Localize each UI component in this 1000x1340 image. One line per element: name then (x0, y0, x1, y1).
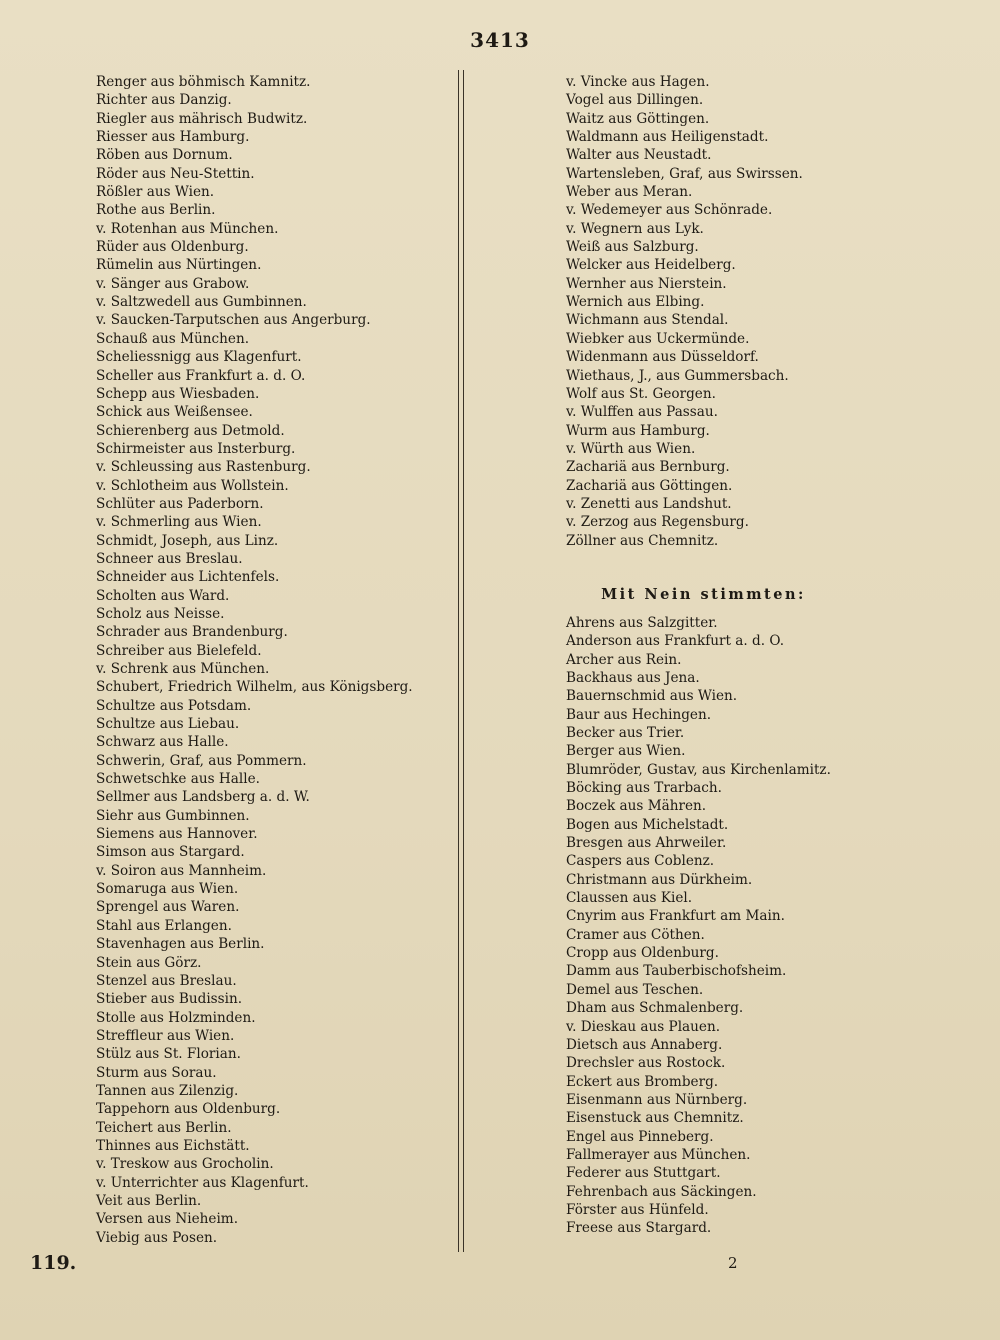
vote-entry: Stülz aus St. Florian. (96, 1046, 241, 1063)
vote-entry: Caspers aus Coblenz. (566, 853, 715, 870)
vote-entry: v. Treskow aus Grocholin. (96, 1156, 274, 1173)
right-column (566, 73, 986, 1238)
vote-entry: Wartensleben, Graf, aus Swirssen. (566, 165, 803, 182)
vote-entry: Schneider aus Lichtenfels. (96, 569, 280, 586)
vote-entry: v. Vincke aus Hagen. (566, 74, 710, 90)
vote-entry: v. Schrenk aus München. (96, 661, 270, 677)
vote-entry: Stolle aus Holzminden. (96, 1009, 256, 1026)
vote-entry: v. Saltzwedell aus Gumbinnen. (96, 294, 307, 311)
vote-entry: Schreiber aus Bielefeld. (96, 642, 262, 659)
vote-entry: Anderson aus Frankfurt a. d. O. (566, 633, 785, 650)
vote-entry: Wichmann aus Stendal. (566, 312, 729, 329)
vote-entry: Backhaus aus Jena. (566, 669, 700, 686)
vote-entry: Demel aus Teschen. (566, 981, 704, 998)
vote-entry: Wiethaus, J., aus Gummersbach. (566, 367, 789, 384)
vote-entry: Walter aus Neustadt. (566, 147, 712, 164)
vote-entry: Teichert aus Berlin. (96, 1119, 232, 1136)
vote-entry: Widenmann aus Düsseldorf. (566, 349, 759, 366)
vote-entry: Schmidt, Joseph, aus Linz. (96, 532, 279, 549)
vote-entry: Berger aus Wien. (566, 743, 686, 760)
vote-entry: Tannen aus Zilenzig. (96, 1082, 239, 1099)
vote-entry: Bogen aus Michelstadt. (566, 816, 729, 833)
vote-entry: Scheliessnigg aus Klagenfurt. (96, 349, 302, 366)
vote-entry: Sprengel aus Waren. (96, 899, 240, 916)
yes-votes-continued (566, 73, 986, 550)
vote-entry: Wolf aus St. Georgen. (566, 385, 716, 402)
section-heading-nein: Mit Nein stimmten: (601, 585, 806, 603)
vote-entry: Bauernschmid aus Wien. (566, 688, 738, 705)
vote-entry: v. Soiron aus Mannheim. (96, 862, 267, 879)
vote-entry: Schultze aus Potsdam. (96, 697, 252, 714)
vote-entry: Schubert, Friedrich Wilhelm, aus Königsberg. (96, 679, 413, 696)
vote-entry: Rüder aus Oldenburg. (96, 239, 249, 256)
vote-entry: Böcking aus Trarbach. (566, 780, 722, 797)
vote-entry: Schepp aus Wiesbaden. (96, 385, 260, 402)
vote-entry: Rothe aus Berlin. (96, 202, 216, 219)
vote-entry: v. Schlotheim aus Wollstein. (96, 477, 289, 494)
vote-entry: Boczek aus Mähren. (566, 798, 707, 815)
vote-entry: Drechsler aus Rostock. (566, 1055, 726, 1072)
vote-entry: Schick aus Weißensee. (96, 404, 253, 421)
page-number: 3413 (470, 28, 530, 52)
left-column (96, 73, 451, 1247)
vote-entry: v. Unterrichter aus Klagenfurt. (96, 1174, 309, 1191)
vote-entry: v. Schleussing aus Rastenburg. (96, 459, 311, 476)
column-divider (458, 70, 464, 1252)
vote-entry: v. Wedemeyer aus Schönrade. (566, 202, 773, 219)
vote-entry: Baur aus Hechingen. (566, 706, 712, 723)
vote-entry: Schierenberg aus Detmold. (96, 422, 285, 439)
vote-entry: Zachariä aus Göttingen. (566, 477, 733, 494)
vote-entry: v. Saucken-Tarputschen aus Angerburg. (96, 312, 371, 329)
vote-entry: v. Zenetti aus Landshut. (566, 495, 732, 512)
vote-entry: Christmann aus Dürkheim. (566, 871, 753, 888)
vote-entry: Streffleur aus Wien. (96, 1027, 235, 1044)
vote-entry: Eckert aus Bromberg. (566, 1073, 719, 1090)
vote-entry: Richter aus Danzig. (96, 92, 232, 109)
vote-entry: Weber aus Meran. (566, 184, 693, 201)
vote-entry: Scholten aus Ward. (96, 587, 230, 604)
vote-entry: Simson aus Stargard. (96, 844, 245, 861)
vote-entry: Wernich aus Elbing. (566, 294, 705, 311)
vote-entry: Stenzel aus Breslau. (96, 972, 237, 989)
vote-entry: Rößler aus Wien. (96, 184, 215, 201)
vote-entry: Wernher aus Nierstein. (566, 275, 727, 292)
vote-entry: Schirmeister aus Insterburg. (96, 440, 296, 457)
vote-entry: Schneer aus Breslau. (96, 550, 243, 567)
vote-entry: v. Sänger aus Grabow. (96, 275, 250, 292)
no-votes-list (566, 614, 986, 1238)
vote-entry: Rümelin aus Nürtingen. (96, 257, 262, 274)
vote-entry: v. Wulffen aus Passau. (566, 404, 718, 421)
vote-entry: Ahrens aus Salzgitter. (566, 614, 718, 631)
vote-entry: Schwetschke aus Halle. (96, 771, 260, 788)
vote-entry: Wurm aus Hamburg. (566, 422, 710, 439)
vote-entry: Fehrenbach aus Säckingen. (566, 1183, 757, 1200)
vote-entry: Welcker aus Heidelberg. (566, 257, 736, 274)
vote-entry: Röder aus Neu-Stettin. (96, 165, 255, 182)
vote-entry: Viebig aus Posen. (96, 1229, 218, 1246)
vote-entry: Dham aus Schmalenberg. (566, 1000, 744, 1017)
vote-entry: Scheller aus Frankfurt a. d. O. (96, 367, 306, 384)
vote-entry: Schultze aus Liebau. (96, 716, 240, 733)
vote-entry: Vogel aus Dillingen. (566, 92, 704, 109)
vote-entry: Dietsch aus Annaberg. (566, 1036, 723, 1053)
vote-entry: Stavenhagen aus Berlin. (96, 936, 265, 953)
vote-entry: Cnyrim aus Frankfurt am Main. (566, 908, 785, 925)
vote-entry: Cramer aus Cöthen. (566, 926, 705, 943)
vote-entry: Sellmer aus Landsberg a. d. W. (96, 789, 310, 806)
vote-entry: Fallmerayer aus München. (566, 1146, 751, 1163)
vote-entry: v. Zerzog aus Regensburg. (566, 514, 749, 531)
vote-entry: Thinnes aus Eichstätt. (96, 1137, 250, 1154)
vote-entry: v. Dieskau aus Plauen. (566, 1018, 721, 1035)
vote-entry: Waldmann aus Heiligenstadt. (566, 129, 769, 146)
vote-entry: v. Rotenhan aus München. (96, 220, 279, 237)
vote-entry: Eisenmann aus Nürnberg. (566, 1091, 748, 1108)
vote-entry: Federer aus Stuttgart. (566, 1165, 721, 1182)
vote-entry: Schwarz aus Halle. (96, 734, 229, 751)
vote-entry: Förster aus Hünfeld. (566, 1201, 709, 1218)
vote-entry: Scholz aus Neisse. (96, 605, 225, 622)
vote-entry: Schwerin, Graf, aus Pommern. (96, 752, 307, 769)
vote-entry: Röben aus Dornum. (96, 147, 233, 164)
vote-entry: Stahl aus Erlangen. (96, 917, 232, 934)
vote-entry: Blumröder, Gustav, aus Kirchenlamitz. (566, 761, 831, 778)
signature-number: 119. (30, 1252, 77, 1274)
vote-entry: Zachariä aus Bernburg. (566, 459, 730, 476)
vote-entry: Cropp aus Oldenburg. (566, 945, 719, 962)
sheet-mark: 2 (728, 1254, 738, 1272)
vote-entry: Zöllner aus Chemnitz. (566, 532, 719, 549)
vote-entry: Eisenstuck aus Chemnitz. (566, 1110, 744, 1127)
vote-entry: Riesser aus Hamburg. (96, 129, 250, 146)
vote-entry: Renger aus böhmisch Kamnitz. (96, 74, 311, 90)
vote-entry: Siemens aus Hannover. (96, 826, 258, 843)
vote-entry: Archer aus Rein. (566, 651, 682, 668)
vote-entry: Becker aus Trier. (566, 725, 685, 741)
vote-entry: Weiß aus Salzburg. (566, 239, 699, 256)
vote-entry: Veit aus Berlin. (96, 1192, 202, 1209)
vote-entry: Riegler aus mährisch Budwitz. (96, 110, 308, 127)
vote-entry: Schauß aus München. (96, 330, 250, 347)
vote-entry: v. Würth aus Wien. (566, 440, 696, 457)
vote-entry: Schrader aus Brandenburg. (96, 624, 288, 641)
vote-entry: Damm aus Tauberbischofsheim. (566, 963, 787, 980)
vote-entry: Freese aus Stargard. (566, 1220, 712, 1237)
vote-entry: Siehr aus Gumbinnen. (96, 807, 250, 824)
vote-entry: Somaruga aus Wien. (96, 881, 239, 898)
vote-entry: Bresgen aus Ahrweiler. (566, 835, 727, 852)
vote-entry: Stein aus Görz. (96, 954, 202, 971)
vote-entry: Stieber aus Budissin. (96, 991, 243, 1008)
vote-entry: Wiebker aus Uckermünde. (566, 330, 750, 347)
vote-entry: Sturm aus Sorau. (96, 1064, 217, 1081)
vote-entry: Claussen aus Kiel. (566, 890, 693, 907)
vote-entry: Engel aus Pinneberg. (566, 1128, 714, 1145)
vote-entry: v. Schmerling aus Wien. (96, 514, 262, 531)
vote-entry: Tappehorn aus Oldenburg. (96, 1101, 281, 1118)
vote-entry: Schlüter aus Paderborn. (96, 495, 264, 512)
vote-entry: v. Wegnern aus Lyk. (566, 220, 704, 237)
vote-entry: Versen aus Nieheim. (96, 1211, 239, 1228)
vote-entry: Waitz aus Göttingen. (566, 110, 710, 127)
